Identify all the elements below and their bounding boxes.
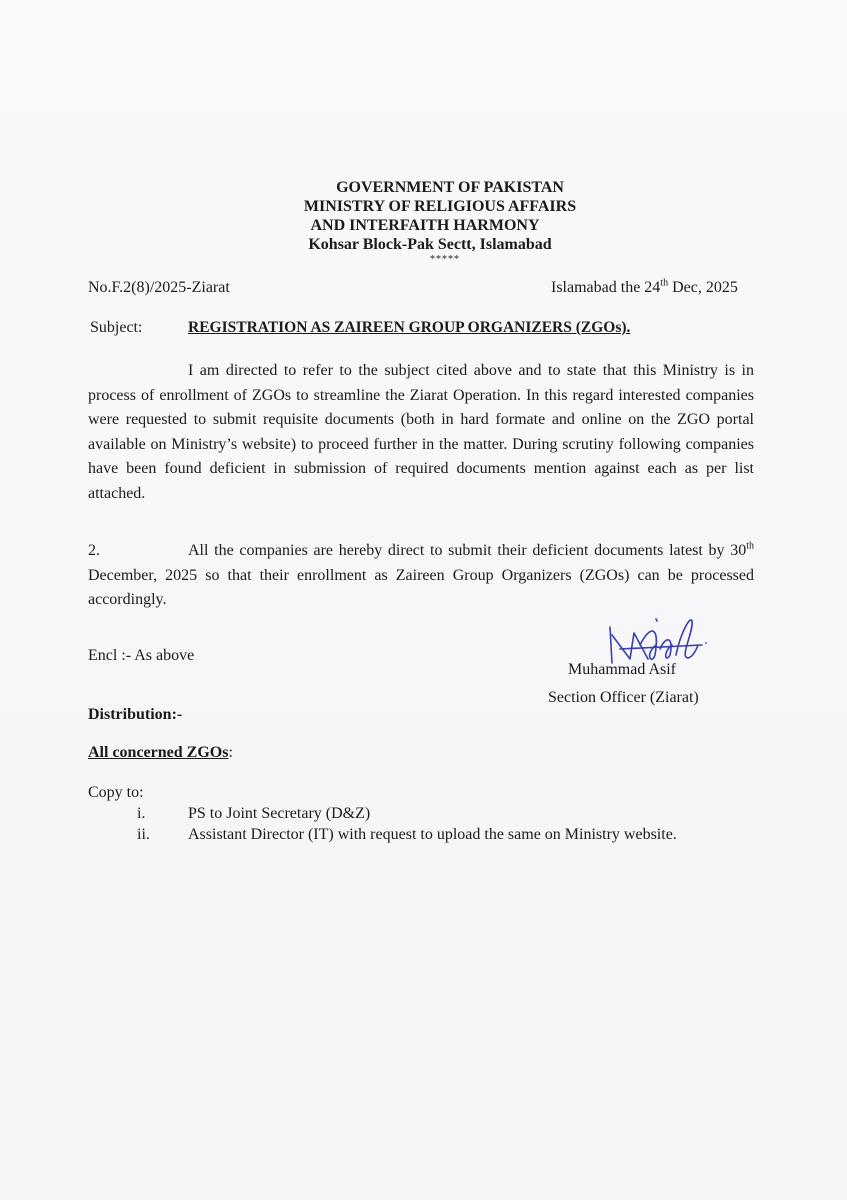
signatory-title: Section Officer (Ziarat) xyxy=(548,689,699,706)
copy-to-item-number: ii. xyxy=(137,826,150,843)
para2-text-b: December, 2025 so that their enrollment as Zaireen Group Organizers (ZGOs) can be processed accordingly. xyxy=(88,566,754,609)
date-suffix: Dec, 2025 xyxy=(668,279,738,296)
copy-to-item-text: PS to Joint Secretary (D&Z) xyxy=(188,805,371,822)
para2-number: 2. xyxy=(88,542,100,559)
signatory-name: Muhammad Asif xyxy=(568,661,676,678)
body-paragraph-2 xyxy=(88,539,754,613)
letterhead xyxy=(280,178,600,266)
reference-number: No.F.2(8)/2025-Ziarat xyxy=(88,279,230,296)
body-paragraph-1 xyxy=(88,359,754,507)
recipients-text: All concerned ZGOs xyxy=(88,744,229,761)
distribution-recipients xyxy=(88,744,233,762)
para2-text-a: All the companies are hereby direct to submit their deficient documents latest by 30 xyxy=(188,542,747,559)
distribution-heading: Distribution:- xyxy=(88,706,183,723)
date-ordinal: th xyxy=(660,277,669,289)
letterhead-address: Kohsar Block-Pak Sectt, Islamabad xyxy=(308,236,552,253)
copy-to-item-number: i. xyxy=(137,805,146,822)
letterhead-ministry-cont: AND INTERFAITH HARMONY xyxy=(310,217,540,234)
para1-text: I am directed to refer to the subject cited above and to state that this Ministry is in process of enrollment of ZGOs to streamline the Ziarat Operation. In this regard interested companies were requested to submit requisite documents (both in hard formate and online on the ZGO portal available on Ministry’s website) to proceed further in the matter. During scrutiny following companies have been found deficient in submission of required documents mention against each as per list attached. xyxy=(88,362,754,502)
letterhead-government: GOVERNMENT OF PAKISTAN xyxy=(336,179,564,196)
letterhead-separator: ***** xyxy=(430,254,460,265)
copy-to-item-text: Assistant Director (IT) with request to upload the same on Ministry website. xyxy=(188,826,677,843)
copy-to-label: Copy to: xyxy=(88,784,144,801)
para2-ordinal: th xyxy=(746,540,754,552)
letter-date xyxy=(551,279,738,297)
subject-label: Subject: xyxy=(90,319,143,336)
recipients-suffix: : xyxy=(228,744,233,761)
letterhead-ministry: MINISTRY OF RELIGIOUS AFFAIRS xyxy=(303,198,577,215)
date-prefix: Islamabad the 24 xyxy=(551,279,661,296)
enclosure-note: Encl :- As above xyxy=(88,647,195,664)
subject-text: REGISTRATION AS ZAIREEN GROUP ORGANIZERS (ZGOs). xyxy=(188,319,631,336)
